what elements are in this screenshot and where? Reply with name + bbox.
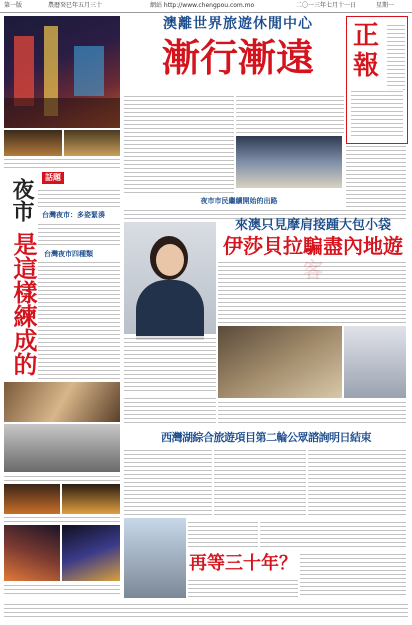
gregorian-date: 二〇一三年七月十一日 — [296, 2, 357, 9]
crane-photo — [124, 518, 186, 598]
left-intro-text — [38, 188, 120, 208]
weekday-right: 星期一 — [376, 2, 395, 9]
shop-photo-left — [4, 130, 62, 156]
lunar-date: 農曆癸巳年五月三十 — [48, 2, 103, 9]
top-bar — [0, 0, 412, 13]
thirty-years-article-3 — [188, 578, 298, 598]
logo-box — [346, 16, 408, 144]
taiwan-lines-heading: 台灣夜市四種類 — [44, 250, 93, 258]
night-stalls-photo — [4, 525, 60, 581]
people-photo — [4, 424, 120, 472]
stall-photo-1 — [4, 484, 60, 514]
page-label: 第一版 — [4, 2, 23, 9]
bottom-left-caption — [4, 583, 120, 597]
night-street-photo — [4, 16, 120, 128]
thirty-years-article-1 — [260, 520, 406, 550]
logo-side-text — [387, 23, 405, 93]
thirty-years-intro — [188, 520, 258, 550]
meeting-photo — [236, 136, 342, 188]
stall-photo-2 — [62, 484, 120, 514]
stall-caption — [4, 515, 120, 523]
crowd-article — [218, 400, 406, 426]
portrait-article — [124, 336, 216, 394]
masthead-subtitle: 澳離世界旅遊休閒中心 — [163, 16, 313, 32]
left-body-2 — [38, 260, 120, 380]
mid-article-col1 — [124, 94, 234, 196]
logo-text: 正報 — [352, 21, 379, 81]
night-market-guide-heading: 夜市市民繼續開始的出路 — [200, 197, 278, 205]
lantern-photo — [62, 525, 120, 581]
classroom-photo — [344, 326, 406, 398]
night-market-headline-1: 夜市 — [9, 178, 35, 222]
thirty-years-article-2 — [300, 552, 406, 598]
western-lake-headline: 西灣湖綜合旅遊項目第二輪公眾諮詢明日結束 — [161, 431, 371, 444]
logo-info-block — [351, 89, 403, 139]
people-caption — [4, 474, 120, 482]
masthead-title: 漸行漸遠 — [161, 35, 314, 80]
website[interactable]: 網站 http://www.chengpou.com.mo — [150, 2, 255, 9]
left-body-1 — [38, 222, 120, 248]
lake-article-col3 — [308, 448, 406, 516]
street-crowd-photo — [218, 326, 342, 398]
portrait-photo — [124, 222, 216, 334]
night-market-headline-2: 是這樣練成的 — [9, 232, 38, 376]
sidebar-tag: 話題 — [42, 172, 64, 184]
lake-article-col2 — [214, 448, 306, 516]
lake-article-col1 — [124, 448, 212, 516]
mid-article-col2 — [236, 94, 344, 134]
spotlight-headline: 來澳只見摩肩接踵大包小袋 — [234, 218, 391, 233]
portrait-article-cont — [124, 396, 216, 426]
thirty-years-headline: 再等三十年？ — [189, 553, 297, 574]
yilibeila-headline: 伊莎貝拉騙盡內地遊 — [223, 234, 403, 258]
footer-text — [4, 602, 408, 620]
taiwan-night-market-heading: 台灣夜市：多姿緊湊 — [42, 211, 105, 219]
photo-caption-row1 — [4, 157, 120, 169]
market-crowd-photo — [4, 382, 120, 422]
right-info-column — [346, 144, 406, 210]
spotlight-article — [218, 260, 406, 324]
shop-photo-right — [64, 130, 120, 156]
